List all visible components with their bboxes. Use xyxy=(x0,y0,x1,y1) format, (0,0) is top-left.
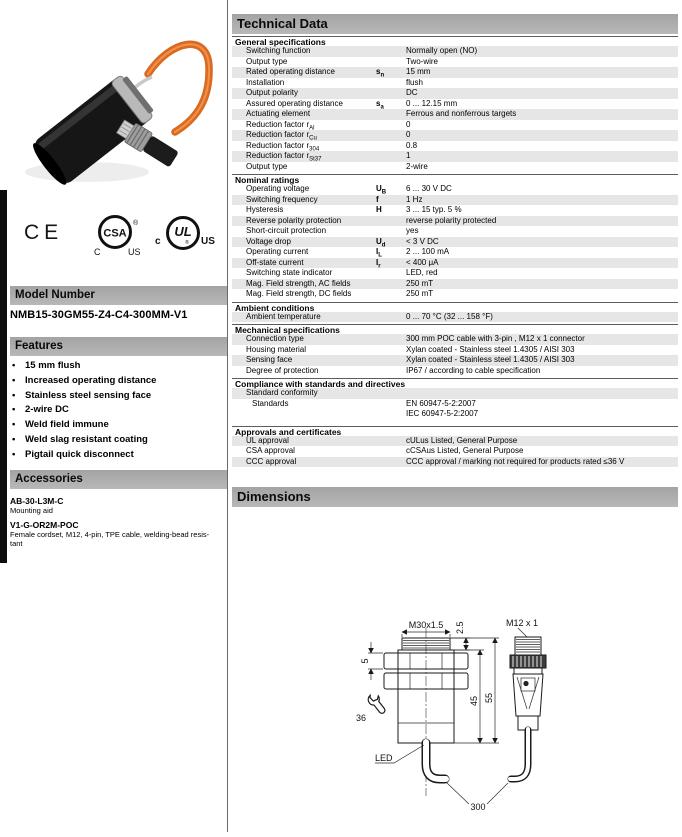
spec-value: DC xyxy=(406,88,418,97)
feature-item xyxy=(10,448,227,463)
spec-value: IP67 / according to cable specification xyxy=(406,365,541,375)
spec-row xyxy=(232,162,678,173)
ul-mark-icon xyxy=(154,215,216,257)
feature-text: Weld slag resistant coating xyxy=(25,433,148,445)
spec-symbol xyxy=(376,388,406,399)
spec-row xyxy=(232,78,678,89)
spec-row xyxy=(232,399,678,420)
spec-value: 250 mT xyxy=(406,289,434,298)
connector-outline xyxy=(510,637,546,779)
spec-symbol xyxy=(376,279,406,290)
spec-symbol xyxy=(376,216,406,227)
spec-value: Ferrous and nonferrous targets xyxy=(406,109,517,118)
spec-label: Short-circuit protection xyxy=(246,226,327,235)
spec-label: Degree of protection xyxy=(246,365,319,375)
model-number-header: Model Number xyxy=(10,286,227,305)
spec-value: < 3 V DC xyxy=(406,236,439,246)
feature-text: Stainless steel sensing face xyxy=(25,389,152,401)
feature-text: 2-wire DC xyxy=(25,404,69,416)
spec-symbol xyxy=(376,355,406,366)
spec-symbol xyxy=(376,151,406,162)
pigtail-wire xyxy=(134,77,152,88)
spec-row xyxy=(232,184,678,195)
spec-value: 0 ... 70 °C (32 ... 158 °F) xyxy=(406,311,493,321)
product-photo-illustration xyxy=(12,22,222,207)
spec-row xyxy=(232,345,678,356)
cable-length-label: 300 xyxy=(470,802,486,812)
spec-value: Xylan coated - Stainless steel 1.4305 / AISI 303 xyxy=(406,355,575,364)
right-panel xyxy=(232,0,678,507)
spec-symbol xyxy=(376,162,406,173)
spec-row xyxy=(232,151,678,162)
bullet-icon: • xyxy=(12,404,16,416)
thread-length-label: 2.5 xyxy=(455,621,465,634)
spec-value: 0 xyxy=(406,119,411,129)
spec-label: Standard conformity xyxy=(246,388,318,397)
feature-text: 15 mm flush xyxy=(25,360,81,371)
spec-value: CCC approval / marking not required for products rated ≤36 V xyxy=(406,456,625,466)
spec-row xyxy=(232,289,678,300)
features-header: Features xyxy=(10,337,227,356)
spec-value: 0 xyxy=(406,130,411,139)
section-header: General specifications xyxy=(232,36,678,46)
spec-symbol: $U_d$ xyxy=(376,236,386,249)
spec-label: Output type xyxy=(246,161,288,171)
spec-symbol: $s_n$ xyxy=(376,67,385,79)
spec-row xyxy=(232,355,678,366)
accessory-description: Female cordset, M12, 4-pin, TPE cable, welding-bead resis- xyxy=(10,529,210,539)
spec-value: 1 xyxy=(406,151,411,160)
spec-row xyxy=(232,88,678,99)
spec-label: Operating voltage xyxy=(246,184,310,193)
spec-symbol: $I_r$ xyxy=(376,257,381,270)
spec-label: CCC approval xyxy=(246,456,297,466)
spec-value: < 400 μA xyxy=(406,257,439,267)
bullet-icon: • xyxy=(12,360,16,371)
accessory-code: V1-G-OR2M-POC xyxy=(10,519,79,530)
accessory-description: Mounting aid xyxy=(10,506,53,515)
spec-row xyxy=(232,195,678,206)
scan-edge-artifact xyxy=(0,190,7,563)
spec-value: 1 Hz xyxy=(406,194,423,204)
wrench-size-label: 36 xyxy=(356,713,367,723)
spec-row xyxy=(232,388,678,399)
spec-symbol xyxy=(376,78,406,89)
accessories-list xyxy=(10,492,224,549)
total-length-label: 55 xyxy=(484,692,494,704)
spec-label: Reverse polarity protection xyxy=(246,215,342,225)
spec-value: 3 ... 15 typ. 5 % xyxy=(406,205,462,214)
spec-symbol: f xyxy=(376,194,379,204)
spec-label: Reduction factor $r_{St37}$ xyxy=(246,151,322,163)
model-number: NMB15-30GM55-Z4-C4-300MM-V1 xyxy=(10,309,188,321)
spec-row xyxy=(232,237,678,248)
spec-label: Voltage drop xyxy=(246,236,291,246)
spec-value: Two-wire xyxy=(406,56,439,66)
product-photo xyxy=(12,22,222,207)
column-divider xyxy=(227,0,228,832)
spec-label: Switching frequency xyxy=(246,194,318,204)
accessories-header: Accessories xyxy=(10,470,227,489)
spec-row xyxy=(232,130,678,141)
spec-row xyxy=(232,446,678,457)
section-header: Nominal ratings xyxy=(232,174,678,184)
spec-value: cCSAus Listed, General Purpose xyxy=(406,446,524,455)
spec-symbol: $s_a$ xyxy=(376,98,384,111)
spec-label: Switching function xyxy=(246,46,311,55)
spec-row xyxy=(232,457,678,468)
spec-row xyxy=(232,141,678,152)
spec-label: UL approval xyxy=(246,435,289,445)
spec-label: Standards xyxy=(252,398,289,408)
spec-label: Assured operating distance xyxy=(246,98,343,108)
spec-symbol xyxy=(376,88,406,99)
spec-symbol xyxy=(376,399,406,420)
spec-symbol xyxy=(376,366,406,377)
spec-label: Off-state current xyxy=(246,257,304,267)
spec-symbol xyxy=(376,457,406,468)
spec-row xyxy=(232,226,678,237)
spec-label: Reduction factor $r_{Cu}$ xyxy=(246,130,317,142)
spec-row xyxy=(232,205,678,216)
spec-symbol xyxy=(376,226,406,237)
feature-item xyxy=(10,374,227,389)
spec-row xyxy=(232,109,678,120)
nut-thickness-label: 5 xyxy=(360,658,370,664)
spec-value: cULus Listed, General Purpose xyxy=(406,435,518,445)
section-header: Mechanical specifications xyxy=(232,324,678,334)
spec-label: Output polarity xyxy=(246,88,299,97)
technical-sections xyxy=(232,36,678,467)
spec-row xyxy=(232,436,678,447)
svg-text:UL: UL xyxy=(174,224,192,239)
spec-row xyxy=(232,216,678,227)
bullet-icon: • xyxy=(12,448,16,460)
spec-label: Ambient temperature xyxy=(246,311,321,321)
spec-label: Rated operating distance xyxy=(246,67,335,76)
spec-label: Hysteresis xyxy=(246,205,284,214)
spec-symbol: $I_L$ xyxy=(376,247,382,259)
spec-symbol xyxy=(376,312,406,323)
svg-text:®: ® xyxy=(185,240,189,246)
csa-mark-icon xyxy=(92,213,148,259)
orange-cable xyxy=(148,44,209,132)
spec-value: LED, red xyxy=(406,268,438,277)
spec-row xyxy=(232,247,678,258)
feature-item xyxy=(10,403,227,418)
bullet-icon: • xyxy=(12,389,16,401)
spec-label: Reduction factor $r_{Al}$ xyxy=(246,119,315,132)
spec-row xyxy=(232,312,678,323)
led-label: LED xyxy=(375,753,393,763)
sensor-thread-label: M30x1.5 xyxy=(408,620,444,630)
feature-item xyxy=(10,418,227,433)
svg-text:C: C xyxy=(94,247,101,257)
dimensions-header: Dimensions xyxy=(232,487,678,507)
section-header: Compliance with standards and directives xyxy=(232,378,678,388)
spec-value: 15 mm xyxy=(406,67,431,76)
spec-value: yes xyxy=(406,226,419,235)
spec-value: 2 ... 100 mA xyxy=(406,247,450,256)
feature-text: Weld field immune xyxy=(25,419,109,431)
spec-row xyxy=(232,366,678,377)
spec-symbol xyxy=(376,46,406,57)
spec-label: Output type xyxy=(246,56,288,66)
spec-row xyxy=(232,334,678,345)
feature-item xyxy=(10,433,227,448)
spec-symbol xyxy=(376,120,406,131)
section-header: Ambient conditions xyxy=(232,302,678,312)
spec-value: 6 ... 30 V DC xyxy=(406,184,452,193)
spec-value xyxy=(406,388,678,399)
spec-label: Actuating element xyxy=(246,109,311,118)
bullet-icon: • xyxy=(12,433,16,445)
svg-text:CSA: CSA xyxy=(103,227,127,240)
spec-row xyxy=(232,99,678,110)
accessory-description: tant xyxy=(10,539,23,548)
spec-row xyxy=(232,268,678,279)
technical-data-header: Technical Data xyxy=(232,14,678,34)
spec-label: Mag. Field strength, DC fields xyxy=(246,289,352,298)
spec-value: EN 60947-5-2:2007 IEC 60947-5-2:2007 xyxy=(406,398,479,418)
spec-label: Switching state indicator xyxy=(246,268,333,277)
feature-item xyxy=(10,389,227,404)
body-length-label: 45 xyxy=(469,695,479,707)
bullet-icon: • xyxy=(12,374,16,386)
spec-value: 250 mT xyxy=(406,278,434,288)
spec-symbol xyxy=(376,289,406,300)
spec-row xyxy=(232,279,678,290)
spec-value: 0.8 xyxy=(406,140,418,150)
spec-value: flush xyxy=(406,77,423,87)
spec-label: Installation xyxy=(246,77,285,87)
spec-label: Mag. Field strength, AC fields xyxy=(246,278,351,288)
svg-text:US: US xyxy=(201,236,215,247)
ce-mark-icon: CE xyxy=(24,221,64,244)
spec-symbol: H xyxy=(376,205,382,214)
spec-symbol xyxy=(376,345,406,356)
features-list xyxy=(10,359,227,463)
spec-label: CSA approval xyxy=(246,446,295,455)
spec-row xyxy=(232,120,678,131)
spec-row xyxy=(232,46,678,57)
spec-value: reverse polarity protected xyxy=(406,215,497,225)
feature-item xyxy=(10,359,227,374)
spec-symbol: $U_B$ xyxy=(376,184,387,196)
spec-label: Operating current xyxy=(246,247,309,256)
spec-symbol xyxy=(376,57,406,68)
spec-label: Connection type xyxy=(246,334,304,343)
spec-row xyxy=(232,258,678,269)
spec-value: 300 mm POC cable with 3-pin , M12 x 1 connector xyxy=(406,334,585,343)
certification-logos xyxy=(10,213,227,259)
section-header: Approvals and certificates xyxy=(232,426,678,436)
spec-value: 0 ... 12.15 mm xyxy=(406,98,458,108)
feature-text: Pigtail quick disconnect xyxy=(25,448,134,460)
feature-text: Increased operating distance xyxy=(25,374,157,386)
accessory-code: AB-30-L3M-C xyxy=(10,496,64,506)
spec-label: Housing material xyxy=(246,344,307,354)
spec-symbol xyxy=(376,130,406,141)
spec-symbol xyxy=(376,268,406,279)
spec-label: Sensing face xyxy=(246,355,293,364)
spec-value: 2-wire xyxy=(406,161,428,171)
spec-symbol xyxy=(376,141,406,152)
bullet-icon: • xyxy=(12,419,16,431)
spec-value: Normally open (NO) xyxy=(406,46,478,55)
svg-text:c: c xyxy=(155,236,161,247)
spec-symbol xyxy=(376,109,406,120)
dimension-drawing xyxy=(350,608,608,837)
spec-symbol xyxy=(376,436,406,447)
svg-text:®: ® xyxy=(133,220,139,227)
spec-row xyxy=(232,67,678,78)
spec-value: Xylan coated - Stainless steel 1.4305 / AISI 303 xyxy=(406,344,575,354)
spec-row xyxy=(232,57,678,68)
spec-symbol xyxy=(376,446,406,457)
svg-text:US: US xyxy=(128,247,141,257)
m12-connector xyxy=(115,117,180,169)
spec-symbol xyxy=(376,334,406,345)
spec-label: Reduction factor $r_{304}$ xyxy=(246,140,320,153)
connector-thread-label: M12 x 1 xyxy=(506,618,539,628)
wrench-icon xyxy=(366,692,388,716)
